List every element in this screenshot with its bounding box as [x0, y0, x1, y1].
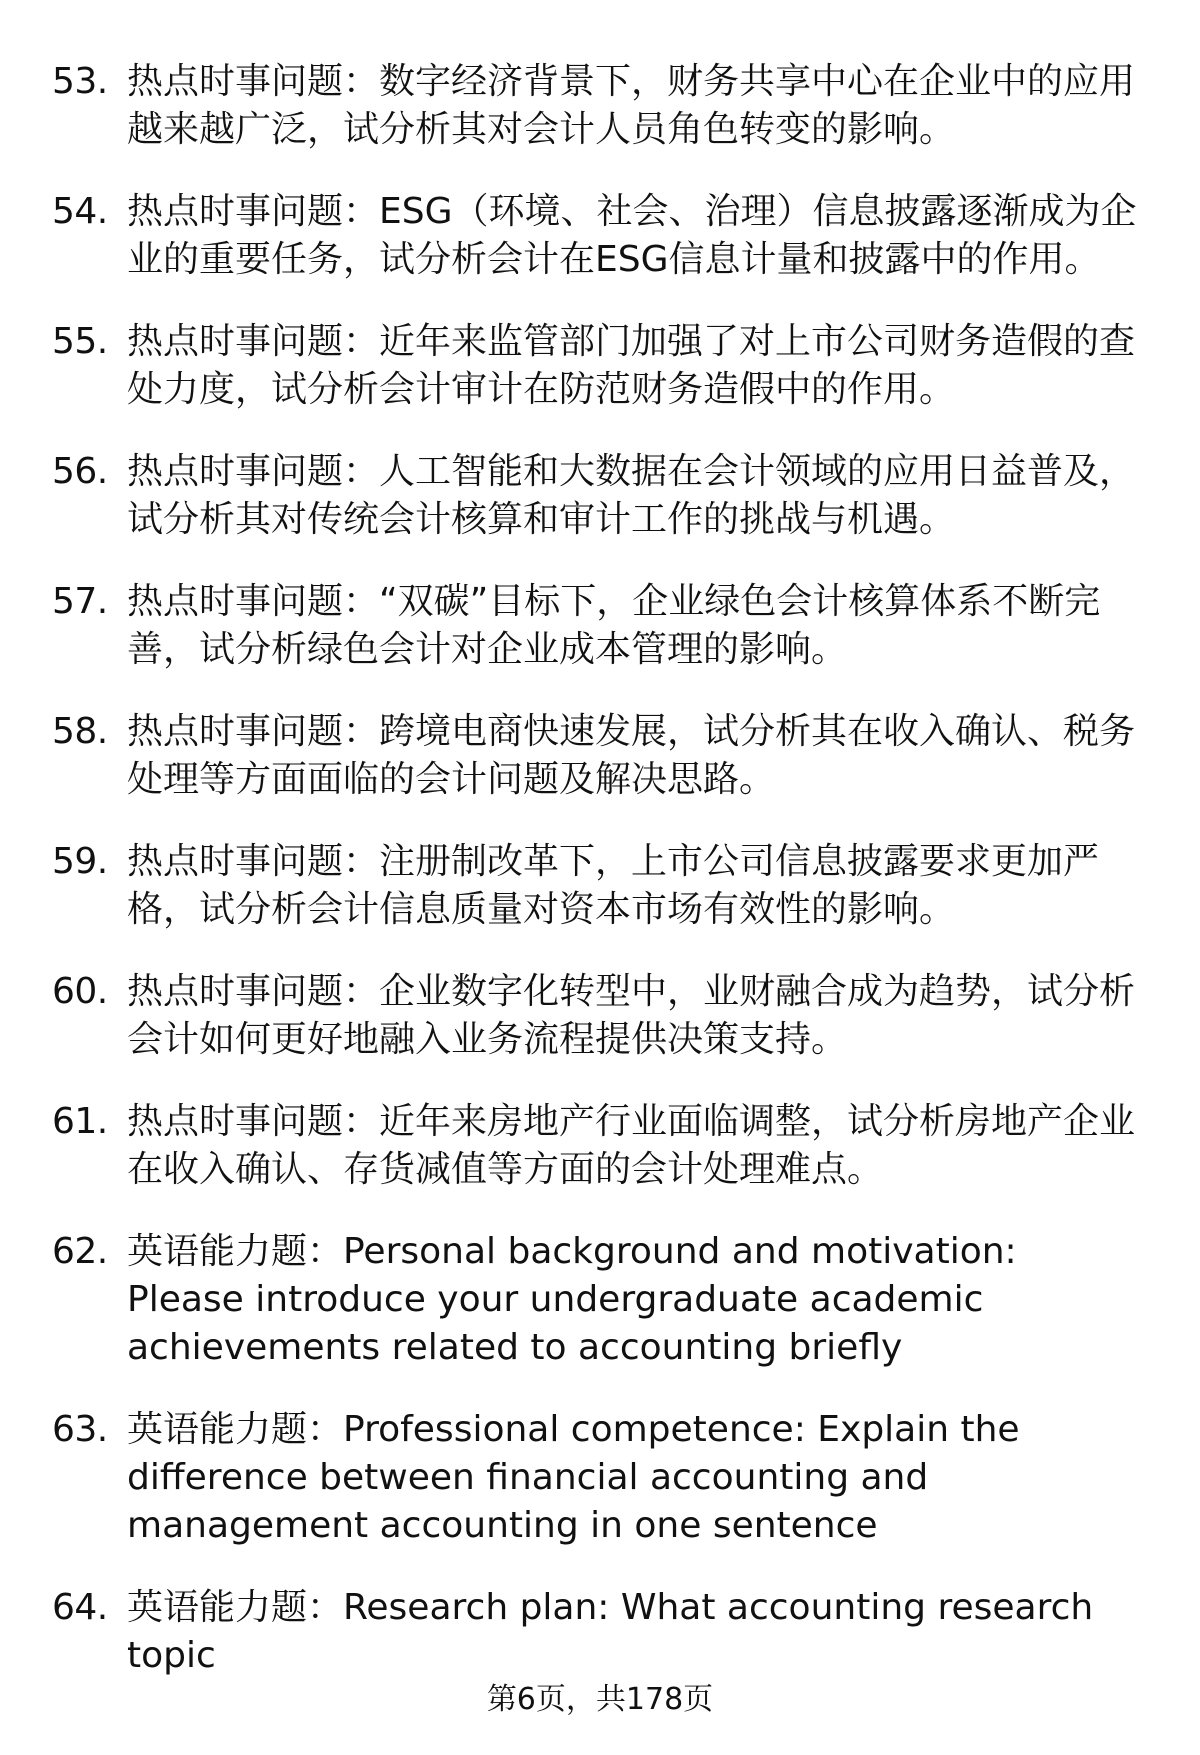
- question-item: [52, 708, 1142, 804]
- question-text: 英语能力题：Professional competence: Explain the difference between financial accounting and management accounting in one sentence: [127, 1409, 1020, 1546]
- question-list: [52, 58, 1142, 1714]
- question-number: 60.: [52, 971, 108, 1012]
- question-text: 热点时事问题：“双碳”目标下，企业绿色会计核算体系不断完善，试分析绿色会计对企业成本管理的影响。: [127, 581, 1101, 670]
- question-text: 热点时事问题：ESG（环境、社会、治理）信息披露逐渐成为企业的重要任务，试分析会计在ESG信息计量和披露中的作用。: [127, 191, 1137, 280]
- question-text: 英语能力题：Research plan: What accounting research topic: [127, 1587, 1094, 1676]
- question-item: [52, 1098, 1142, 1194]
- question-item: [52, 318, 1142, 414]
- question-number: 64.: [52, 1587, 108, 1628]
- question-item: [52, 1584, 1142, 1680]
- question-item: [52, 1228, 1142, 1372]
- question-number: 56.: [52, 451, 108, 492]
- page-footer: 第6页，共178页: [486, 1682, 714, 1717]
- question-text: 热点时事问题：注册制改革下，上市公司信息披露要求更加严格，试分析会计信息质量对资本市场有效性的影响。: [127, 841, 1100, 930]
- question-text: 英语能力题：Personal background and motivation: Please introduce your undergraduate academic achievements related to accounting briefly: [127, 1231, 1017, 1368]
- question-item: [52, 448, 1142, 544]
- question-item: [52, 578, 1142, 674]
- question-item: [52, 1406, 1142, 1550]
- question-number: 55.: [52, 321, 108, 362]
- question-item: [52, 968, 1142, 1064]
- question-number: 58.: [52, 711, 108, 752]
- question-item: [52, 188, 1142, 284]
- question-number: 59.: [52, 841, 108, 882]
- question-text: 热点时事问题：近年来房地产行业面临调整，试分析房地产企业在收入确认、存货减值等方面的会计处理难点。: [127, 1101, 1136, 1190]
- question-number: 62.: [52, 1231, 108, 1272]
- question-text: 热点时事问题：数字经济背景下，财务共享中心在企业中的应用越来越广泛，试分析其对会计人员角色转变的影响。: [127, 61, 1136, 150]
- question-text: 热点时事问题：企业数字化转型中，业财融合成为趋势，试分析会计如何更好地融入业务流程提供决策支持。: [127, 971, 1136, 1060]
- question-number: 57.: [52, 581, 108, 622]
- question-number: 61.: [52, 1101, 108, 1142]
- question-text: 热点时事问题：跨境电商快速发展，试分析其在收入确认、税务处理等方面面临的会计问题及解决思路。: [127, 711, 1136, 800]
- question-number: 54.: [52, 191, 108, 232]
- question-text: 热点时事问题：近年来监管部门加强了对上市公司财务造假的查处力度，试分析会计审计在防范财务造假中的作用。: [127, 321, 1136, 410]
- question-text: 热点时事问题：人工智能和大数据在会计领域的应用日益普及，试分析其对传统会计核算和审计工作的挑战与机遇。: [127, 451, 1136, 540]
- question-number: 53.: [52, 61, 108, 102]
- question-item: [52, 58, 1142, 154]
- question-number: 63.: [52, 1409, 108, 1450]
- question-item: [52, 838, 1142, 934]
